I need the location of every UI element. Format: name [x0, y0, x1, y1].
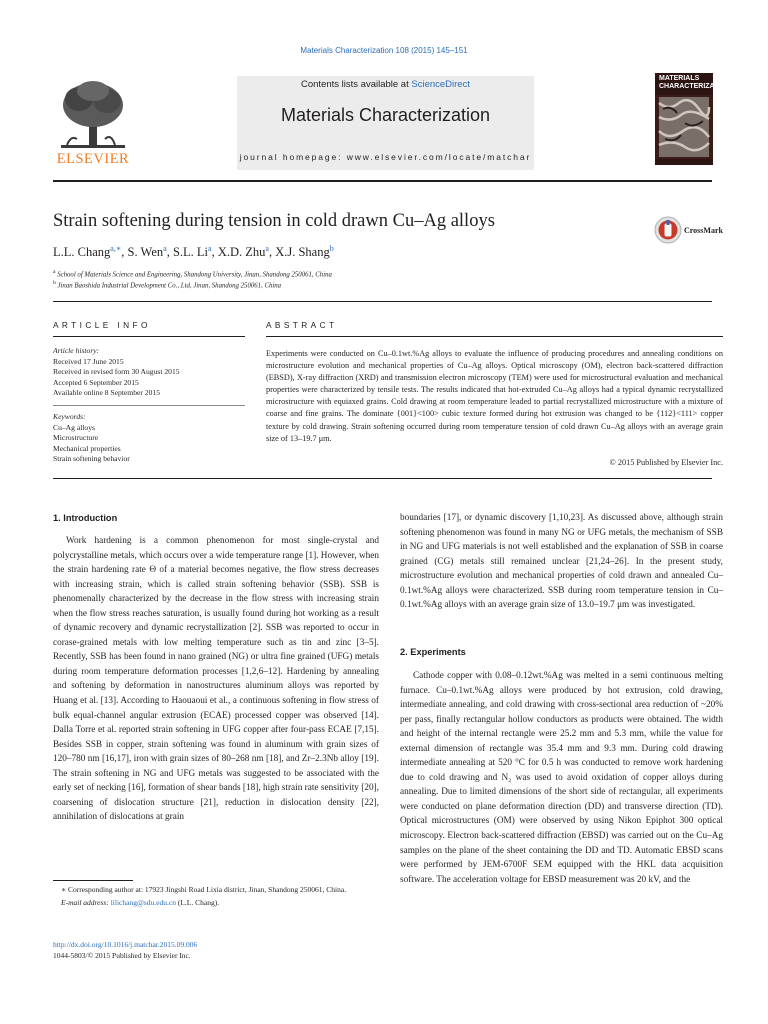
keyword: Microstructure	[53, 433, 99, 443]
divider	[53, 478, 712, 479]
abstract-copyright: © 2015 Published by Elsevier Inc.	[609, 458, 723, 467]
section-heading-introduction: 1. Introduction	[53, 513, 118, 523]
author-affiliation-mark[interactable]: a	[163, 244, 167, 253]
article-history	[53, 346, 245, 399]
keyword: Cu–Ag alloys	[53, 422, 95, 432]
keywords	[53, 412, 245, 465]
author-name: S. Wen	[127, 245, 164, 260]
author-list	[53, 244, 334, 260]
abstract-text: Experiments were conducted on Cu–0.1wt.%Ag alloys to evaluate the influence of producing procedures and annealing conditions on microstructure evolution and mechanical properties of Cu–Ag alloys. Optical microscopy (OM), electron back-scattered diffraction (EBSD), X-ray diffraction (XRD) and transmission electron microscopy (TEM) were used for microstructural evaluation and mechanical properties were characterized by tensile tests. The results indicated that hot-extruded Cu–Ag alloys had a typical dynamic recrystallized microstructure with equiaxed grains. Cold drawing at room temperature leaded to partial recrystallized microstructure with a mixture of coarse and fine grains. The dominate {001}<100> cubic texture formed during hot extrusion was changed to be {112}<111> copper texture by cold drawing. Strain softening occurred during room temperature tension of cold drawn Cu–Ag alloys with an average grain size of 13–19.7 μm.	[266, 349, 723, 443]
history-online: Available online 8 September 2015	[53, 388, 160, 398]
affiliation-mark: a	[53, 269, 56, 275]
author-name: L.L. Chang	[53, 245, 111, 260]
contents-line	[237, 79, 534, 90]
experiments-body	[400, 669, 723, 887]
crossmark-badge[interactable]	[653, 215, 723, 245]
crossmark-icon	[653, 215, 683, 245]
author-affiliation-mark[interactable]: a	[265, 244, 269, 253]
article-info-heading: ARTICLE INFO	[53, 320, 151, 330]
introduction-paragraph: Work hardening is a common phenomenon for most single-crystal and polycrystalline metals, which occurs over a wide temperature range [1]. However, when the strain hardening rate Θ of a material becomes negative, the flow stress decreases with increasing strain, which is called strain softening behavior (SSB). SSB is phenomenally characterized by the decrease in the flow stress with increasing strain when the flow stress reaches saturation, is usually found during hot working as a result of dynamic recovery and dynamic recrystallization [2]. SSB was reported to occur in corase-grained metals with low melting temperature such as tin and zinc [3–5]. Recently, SSB has been found in nano grained (NG) or ultra fine grained (UFG) metals during room temperature deformation processes [1,2,6–12]. Hardening by annealing and softening by deformation in nanostructures aluminum alloys was reported by Huang et al. [13]. According to Haouaoui et al., a continuous softening in flow stress of bulk equal-channel angular extrusion (ECAE) processed copper was observed [14]. Dalla Torre et al. reported strain softening in UFG copper after four-pass ECAE [7,15]. Besides SSB in copper, strain softening was found in aluminum with grain sizes of 120–780 nm [16,17], iron with grain sizes of 80–268 nm [18], and Zr–2.3Nb alloy [19]. The strain softening in NG and UFG metals was suggested to be associated with the early set of necking [16], formation of shear bands [18], high strain rate sensitivity [20], coarsening of dislocation structure [21], reduction in dislocation density [22], annihilation of dislocations at grain	[53, 536, 379, 823]
affiliation-text: School of Materials Science and Engineering, Shandong University, Jinan, Shandong 250061, China	[57, 271, 332, 279]
author-affiliation-mark[interactable]: a	[208, 244, 212, 253]
author-separator: ,	[211, 245, 218, 260]
author-name: X.D. Zhu	[217, 245, 266, 260]
email-line	[53, 897, 393, 908]
journal-reference[interactable]: Materials Characterization 108 (2015) 145–151	[300, 46, 468, 55]
sciencedirect-link[interactable]: ScienceDirect	[411, 79, 470, 90]
cover-title: MATERIALS CHARACTERIZATION	[659, 75, 731, 90]
doi-link[interactable]: http://dx.doi.org/10.1016/j.matchar.2015.09.006	[53, 940, 198, 949]
header-rule	[53, 180, 712, 182]
experiments-paragraph: Cathode copper with 0.08–0.12wt.%Ag was melted in a semi continuous melting furnace. Cu–0.1wt.%Ag alloys were produced by hot extrusion, cold drawing, intermediate annealing, and cold drawing with cross-sectional area reduction of ~20% per pass, finally rectangular hollow conductors as products were obtained. The width and height of the internal rectangle were 25.2 mm and 5.3 mm, while the value for external dimension of rectangle was 35.4 mm and 9.3 mm. During cold drawing intermediate annealing at 520 °C for 0.5 h was conducted to remove work hardening due to cold drawing and N₂ was used to avoid oxidation of copper alloys during annealing. Due to limited dimensions of the short side of rectangular, all experiments were conducted on plane deformation direction (DD) and transverse direction (TD). Optical microstructures (OM) were observed by using Nikon Epiphot 300 optical microscopy. Electron back-scattered diffraction (EBSD) was carried out on the Cu–Ag samples on the plane of the sheet containing the DD and TD. Automatic EBSD scans were performed by JEM-6700F SEM equipped with the HKL data acquisition software. The acceleration voltage for EBSD measurement was 20 kV, and the	[400, 671, 723, 885]
footnote-mark: ∗	[61, 885, 67, 894]
history-received: Received 17 June 2015	[53, 356, 124, 366]
affiliation-a	[53, 269, 332, 278]
divider	[53, 301, 712, 302]
issn-line: 1044-5803/© 2015 Published by Elsevier Inc.	[53, 950, 191, 960]
abstract-heading: ABSTRACT	[266, 320, 338, 330]
elsevier-wordmark: ELSEVIER	[56, 151, 130, 167]
doi-block	[53, 940, 197, 961]
footnote-body	[53, 884, 393, 895]
footnote-text: Corresponding author at: 17923 Jingshi Road Lixia district, Jinan, Shandong 250061, China.	[67, 885, 347, 894]
affiliation-mark: b	[53, 280, 56, 286]
journal-homepage[interactable]: journal homepage: www.elsevier.com/locate/matchar	[239, 152, 532, 162]
author-separator: ,	[268, 245, 276, 260]
corresponding-author-footnote	[53, 884, 393, 908]
article-title: Strain softening during tension in cold drawn Cu–Ag alloys	[53, 211, 495, 231]
abstract-rule	[266, 336, 723, 337]
introduction-continuation-paragraph: boundaries [17], or dynamic discovery [1,10,23]. As discussed above, although strain softening phenomenon was found in many NG or UFG metals, the mechanism of SSB in NG and UFG materials is not well established and the explanation of SSB in coarse grained (CG) metals still remained unclear [21,24–26]. In the present study, microstructure evolution and mechanical properties of cold drawn and annealed Cu–0.1wt.%Ag alloys were characterized. SSB during room temperature tension in Cu–0.1wt.%Ag alloys with an average grain size of 13.0–19.7 μm was investigated.	[400, 513, 723, 611]
affiliation-b	[53, 280, 281, 289]
email-suffix: (L.L. Chang).	[175, 898, 220, 907]
author-affiliation-mark[interactable]: a,∗	[110, 244, 122, 253]
author-separator: ,	[166, 245, 173, 260]
affiliation-text: Jinan Baoshida Industrial Development Co., Ltd, Jinan, Shandong 250061, China	[57, 282, 282, 290]
section-heading-experiments: 2. Experiments	[400, 647, 466, 657]
email-label: E-mail address:	[61, 898, 111, 907]
crossmark-label: CrossMark	[684, 226, 723, 235]
keyword: Mechanical properties	[53, 443, 121, 453]
history-label: Article history:	[53, 346, 100, 355]
introduction-continuation	[400, 511, 723, 613]
author-affiliation-mark[interactable]: b	[329, 244, 334, 253]
history-revised: Received in revised form 30 August 2015	[53, 367, 180, 377]
info-divider	[53, 405, 245, 406]
author-separator: ,	[121, 245, 128, 260]
footnote-rule	[53, 880, 133, 881]
keyword: Strain softening behavior	[53, 454, 130, 464]
history-accepted: Accepted 6 September 2015	[53, 377, 139, 387]
author-name: X.J. Shang	[275, 245, 330, 260]
introduction-body	[53, 534, 379, 825]
elsevier-logo	[53, 75, 133, 167]
email-link[interactable]: lilichang@sdu.edu.cn	[110, 898, 176, 907]
contents-prefix: Contents lists available at	[301, 79, 412, 90]
info-rule	[53, 336, 245, 337]
journal-cover	[655, 73, 731, 165]
journal-name: Materials Characterization	[280, 105, 491, 125]
keywords-label: Keywords:	[53, 412, 86, 421]
author-name: S.L. Li	[172, 245, 209, 260]
